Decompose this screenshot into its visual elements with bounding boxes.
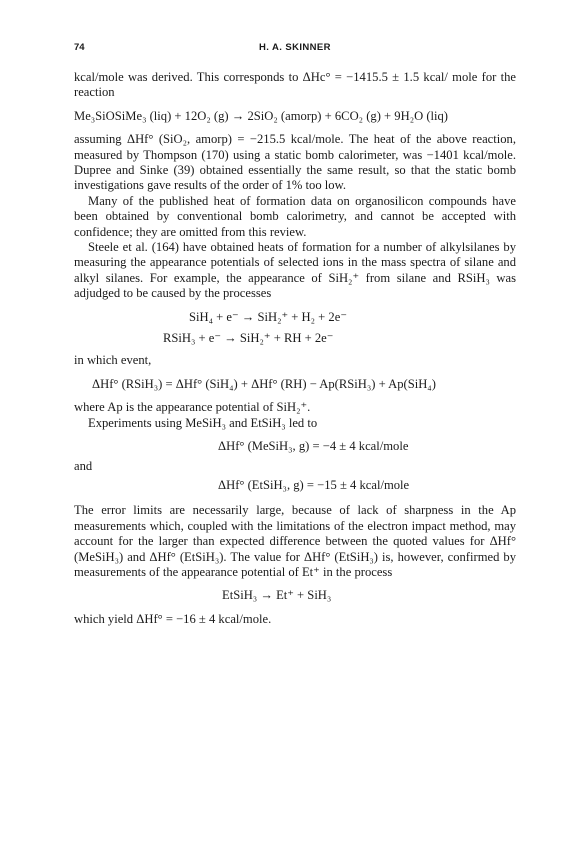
paragraph-6: where Ap is the appearance potential of SiH₂⁺. — [74, 400, 311, 415]
paragraph-3: Many of the published heat of formation data on organosilicon compounds have been obtained by conventional bomb calorimetry, and cannot be accepted with confidence; they are omitted from this review. — [74, 193, 516, 239]
equation-silane-process: SiH₄ + e⁻ → SiH₂⁺ + H₂ + 2e⁻ — [189, 309, 347, 324]
page-number: 74 — [74, 42, 85, 53]
paragraph-5: in which event, — [74, 352, 152, 367]
equation-heat-of-formation: ΔHf° (RSiH₃) = ΔHf° (SiH₄) + ΔHf° (RH) − Ap(RSiH₃) + Ap(SiH₄) — [92, 376, 436, 391]
running-head: H. A. SKINNER — [259, 42, 331, 53]
equation-et-process: EtSiH₃ → Et⁺ + SiH₃ — [222, 588, 332, 603]
paragraph-1: kcal/mole was derived. This corresponds to ΔHc° = −1415.5 ± 1.5 kcal/ mole for the reaction — [74, 70, 516, 100]
equation-reaction: Me₃SiOSiMe₃ (liq) + 12O₂ (g) → 2SiO₂ (amorp) + 6CO₂ (g) + 9H₂O (liq) — [74, 108, 449, 123]
paragraph-2: assuming ΔHf° (SiO₂, amorp) = −215.5 kcal/mole. The heat of the above reaction, measured by Thompson (170) using a static bomb calorimeter, was −1401 kcal/mole. Dupree and Sinke (39) obtained essentially the same result, so that the static bomb investigations gave results of the order of 1% too low. — [74, 132, 516, 193]
and-label: and — [74, 458, 93, 473]
equation-alkylsilane-process: RSiH₃ + e⁻ → SiH₂⁺ + RH + 2e⁻ — [163, 331, 334, 346]
equation-mesih3: ΔHf° (MeSiH₃, g) = −4 ± 4 kcal/mole — [218, 439, 409, 454]
paragraph-7: Experiments using MeSiH₃ and EtSiH₃ led to — [88, 415, 318, 430]
page-header — [74, 42, 516, 58]
paragraph-9: which yield ΔHf° = −16 ± 4 kcal/mole. — [74, 611, 272, 626]
equation-etsih3: ΔHf° (EtSiH₃, g) = −15 ± 4 kcal/mole — [218, 477, 410, 492]
page — [74, 42, 516, 627]
paragraph-4: Steele et al. (164) have obtained heats of formation for a number of alkylsilanes by measuring the appearance potentials of selected ions in the mass spectra of silane and alkyl silanes. For example, the appearance of SiH₂⁺ from silane and RSiH₃ was adjudged to be caused by the processes — [74, 240, 516, 301]
paragraph-8: The error limits are necessarily large, because of lack of sharpness in the Ap measurements which, coupled with the limitations of the electron impact method, may account for the larger than expected difference between the quoted values for ΔHf° (MeSiH₃) and ΔHf° (EtSiH₃). The value for ΔHf° (EtSiH₃) is, however, confirmed by measurements of the appearance potential of Et⁺ in the process — [74, 503, 516, 579]
